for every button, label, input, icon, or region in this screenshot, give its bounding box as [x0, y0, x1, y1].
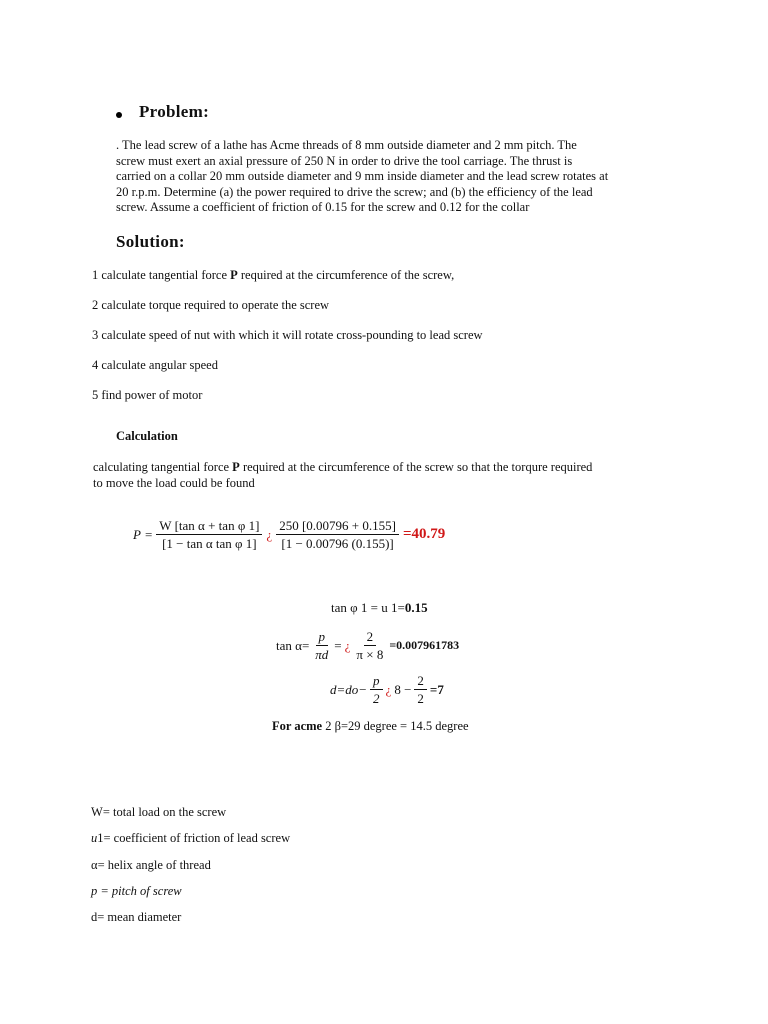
fraction-numerator: 2: [414, 672, 427, 690]
equation-tan-phi: [331, 600, 428, 616]
intro-line: to move the load could be found: [93, 476, 255, 490]
eq-lhs: d=do−: [330, 681, 368, 697]
definition-label: W: [91, 805, 103, 819]
fraction-denominator: π × 8: [356, 647, 384, 662]
eq-placeholder-glyph: ¿: [385, 681, 392, 697]
definition-w: [91, 805, 226, 820]
eq-eight: 8 −: [394, 681, 412, 697]
solution-step-2: [92, 298, 329, 313]
eq-result: =0.007961783: [389, 638, 460, 652]
fraction-denominator: 2: [373, 691, 380, 706]
solution-heading: Solution:: [116, 232, 185, 251]
fraction-denominator: [1 − 0.00796 (0.155)]: [281, 536, 394, 551]
problem-line: screw. Assume a coefficient of friction of 0.15 for the screw and 0.12 for the collar: [116, 200, 530, 215]
step-bold: P: [230, 268, 238, 282]
step-text: 5 find power of motor: [92, 388, 203, 402]
eq-result: =40.79: [402, 526, 446, 542]
step-text: 3 calculate speed of nut with which it will rotate cross-pounding to lead screw: [92, 328, 483, 342]
definition-p: [91, 884, 182, 899]
intro-text: required at the circumference of the screw so that the torqure required: [239, 460, 593, 474]
intro-bold: P: [232, 460, 240, 474]
problem-line: screw must exert an axial pressure of 250 N in order to drive the tool carriage. The thrust is: [116, 153, 573, 168]
fraction-p-over-pid: [312, 628, 331, 663]
problem-line: . The lead screw of a lathe has Acme threads of 8 mm outside diameter and 2 mm pitch. The: [116, 138, 577, 152]
definition-text: = total load on the screw: [102, 805, 227, 819]
fraction-numerator: p: [316, 628, 329, 646]
definition-label: u: [91, 831, 98, 845]
fraction-symbolic: [156, 517, 262, 552]
fraction-denominator: 2: [417, 691, 424, 706]
definition-text: = pitch of screw: [97, 884, 182, 898]
definition-alpha: [91, 858, 211, 873]
definition-label: d: [91, 910, 98, 924]
definition-label: α: [91, 858, 98, 872]
definition-d: [91, 910, 181, 925]
fraction-numeric: [353, 628, 386, 663]
step-text: 1 calculate tangential force: [92, 268, 231, 282]
solution-step-3: [92, 328, 483, 343]
equation-mean-diameter: [330, 672, 447, 707]
problem-statement: [116, 138, 676, 216]
fraction-p-over-2: [370, 672, 383, 707]
fraction-numerator: p: [370, 672, 383, 690]
bullet-icon: [116, 112, 122, 118]
eq-lhs: P: [133, 526, 141, 542]
acme-label: For acme: [272, 719, 323, 733]
solution-step-5: [92, 388, 202, 403]
equation-tangential-force: [133, 517, 449, 552]
fraction-numeric: [414, 672, 427, 707]
eq-equals: =: [334, 637, 342, 653]
acme-text: 2 β=29 degree = 14.5 degree: [322, 719, 469, 733]
step-text: required at the circumference of the screw,: [237, 268, 455, 282]
step-text: 2 calculate torque required to operate the screw: [92, 298, 330, 312]
fraction-numerator: W [tan α + tan φ 1]: [156, 517, 262, 535]
calculation-heading: Calculation: [116, 429, 178, 443]
eq-placeholder-glyph: ¿: [266, 526, 273, 542]
eq-lhs: tan α=: [276, 637, 310, 653]
fraction-numeric: [276, 517, 399, 552]
fraction-denominator: πd: [315, 647, 329, 662]
definition-text: = helix angle of thread: [97, 858, 211, 872]
step-text: 4 calculate angular speed: [92, 358, 218, 372]
calculation-intro: [93, 459, 693, 491]
fraction-numerator: 2: [364, 628, 377, 646]
problem-heading: Problem:: [139, 102, 210, 121]
fraction-numerator: 250 [0.00796 + 0.155]: [276, 517, 399, 535]
intro-text: calculating tangential force: [93, 460, 233, 474]
equation-tan-alpha: [276, 628, 462, 663]
problem-line: 20 r.p.m. Determine (a) the power required to drive the screw; and (b) the efficiency of the lead: [116, 184, 593, 199]
fraction-denominator: [1 − tan α tan φ 1]: [162, 536, 257, 551]
eq-placeholder-glyph: ¿: [344, 637, 351, 653]
eq-equals: =: [144, 526, 153, 542]
eq-result: =7: [429, 681, 444, 697]
acme-angle-note: [272, 719, 469, 734]
intro-line: [93, 459, 693, 475]
eq-value: 0.15: [404, 600, 428, 615]
definition-text: 1= coefficient of friction of lead screw: [97, 831, 291, 845]
definition-label: p: [91, 884, 98, 898]
problem-line: carried on a collar 20 mm outside diameter and 9 mm inside diameter and the lead screw rotates at: [116, 169, 609, 184]
solution-step-1: [92, 268, 454, 283]
solution-step-4: [92, 358, 218, 373]
eq-text: tan φ 1 = u 1=: [331, 600, 405, 615]
definition-u1: [91, 831, 290, 846]
definition-text: = mean diameter: [97, 910, 182, 924]
